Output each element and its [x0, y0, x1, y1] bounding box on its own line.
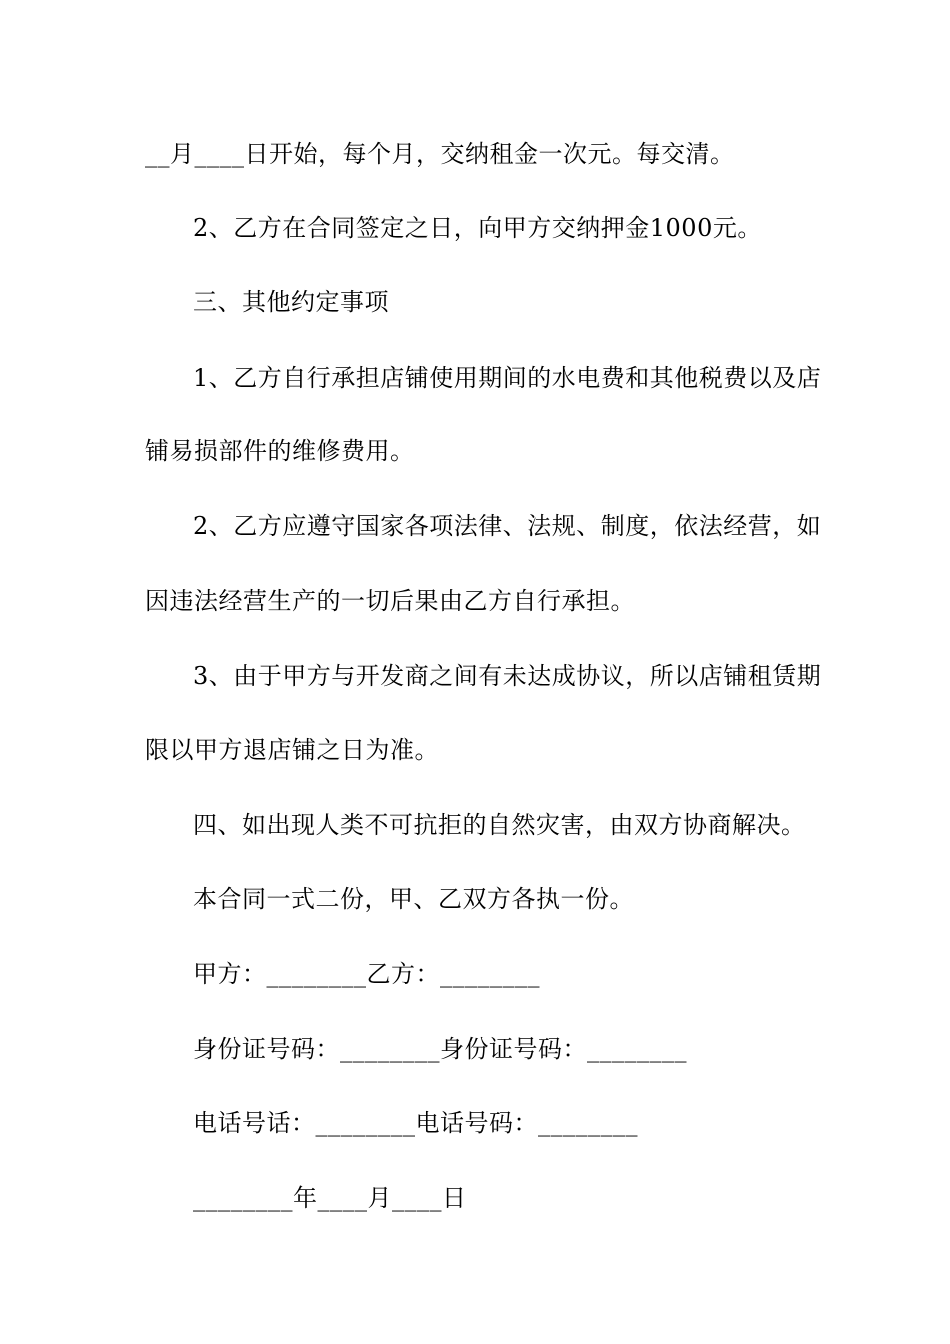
section-heading-other-terms: 三、其他约定事项	[193, 288, 389, 316]
paragraph-lease-term-line-1: 3、由于甲方与开发商之间有未达成协议，所以店铺租赁期	[193, 662, 822, 690]
paragraph-rent-schedule-continued: __月____日开始，每个月，交纳租金一次元。每交清。	[145, 140, 735, 168]
paragraph-deposit: 2、乙方在合同签定之日，向甲方交纳押金1000元。	[193, 214, 762, 242]
paragraph-lease-term-line-2: 限以甲方退店铺之日为准。	[145, 736, 439, 764]
paragraph-copies: 本合同一式二份，甲、乙双方各执一份。	[193, 885, 634, 913]
paragraph-laws-line-2: 因违法经营生产的一切后果由乙方自行承担。	[145, 587, 635, 615]
date-line: ________年____月____日	[193, 1184, 467, 1212]
phone-number-line: 电话号话：________电话号码：________	[193, 1109, 638, 1137]
paragraph-utilities-line-2: 铺易损部件的维修费用。	[145, 437, 415, 465]
paragraph-laws-line-1: 2、乙方应遵守国家各项法律、法规、制度，依法经营，如	[193, 512, 822, 540]
paragraph-utilities-line-1: 1、乙方自行承担店铺使用期间的水电费和其他税费以及店	[193, 364, 822, 392]
section-force-majeure: 四、如出现人类不可抗拒的自然灾害，由双方协商解决。	[193, 811, 806, 839]
id-number-line: 身份证号码：________身份证号码：________	[193, 1035, 687, 1063]
signature-parties-line: 甲方：________乙方：________	[193, 960, 540, 988]
